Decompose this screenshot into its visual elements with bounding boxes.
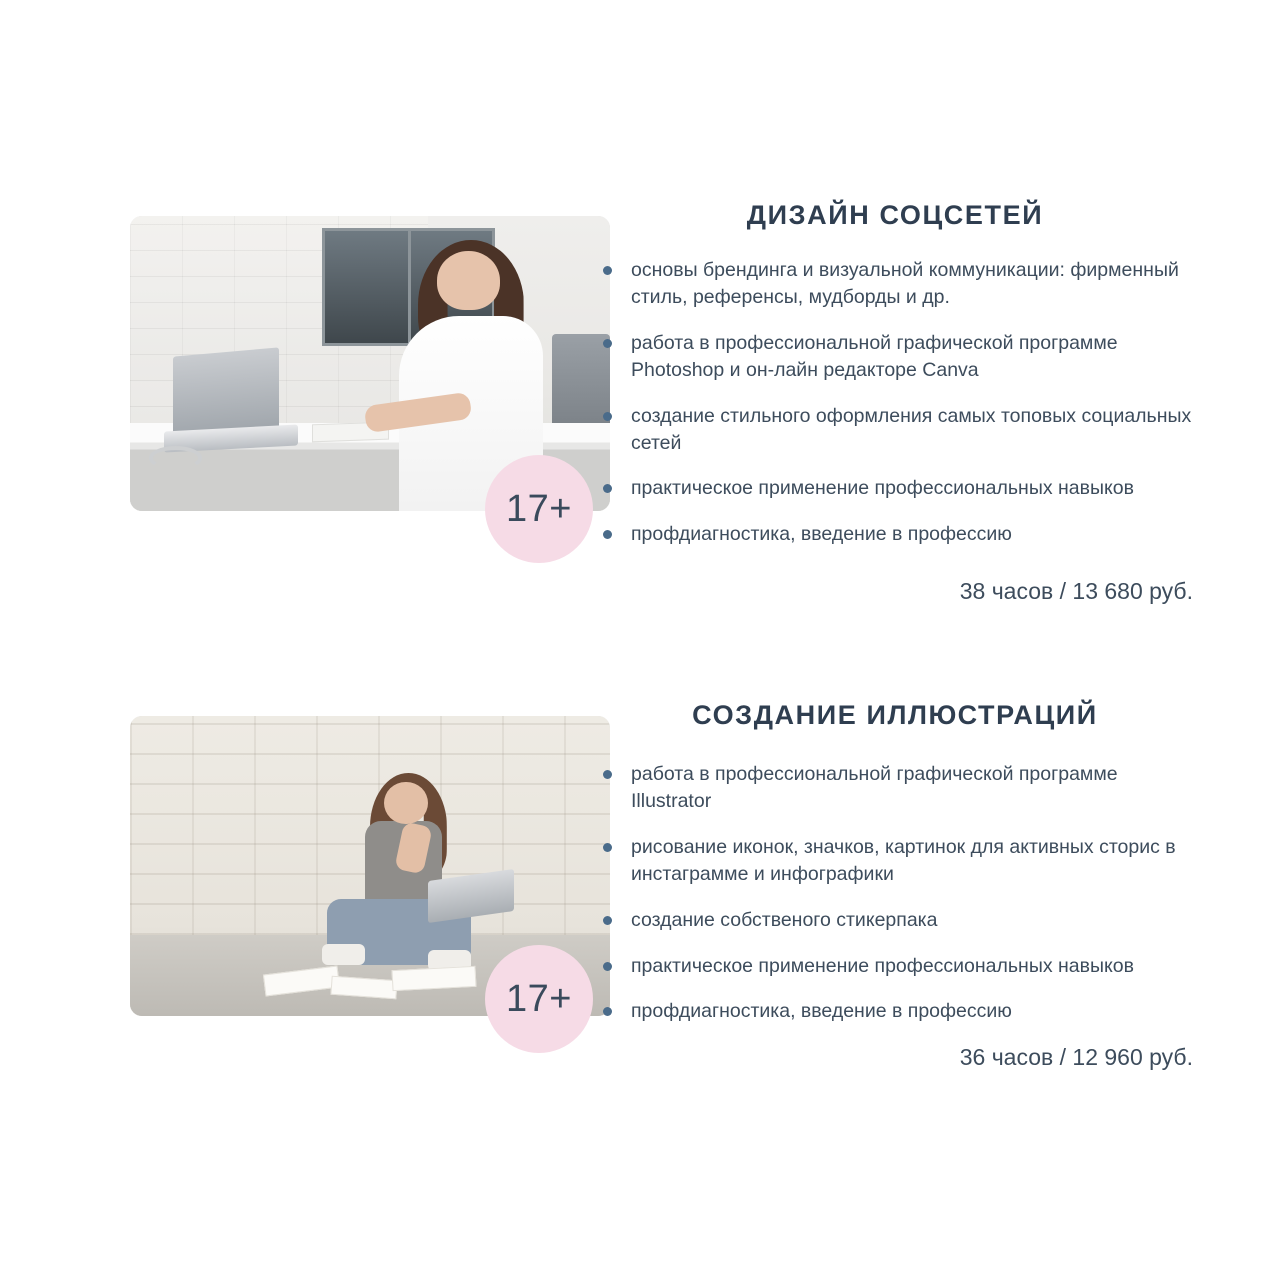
list-item: работа в профессиональной графической программе Illustrator — [595, 761, 1195, 815]
photo-person-head — [384, 782, 427, 824]
photo-paper-sheet — [330, 976, 397, 1000]
list-item: создание стильного оформления самых топовых социальных сетей — [595, 403, 1195, 457]
course-2-text — [595, 700, 1255, 1071]
list-item: рисование иконок, значков, картинок для активных сторис в инстаграмме и инфографики — [595, 834, 1195, 888]
list-item: практическое применение профессиональных навыков — [595, 953, 1195, 980]
course-1-feature-list — [595, 257, 1195, 548]
list-item: практическое применение профессиональных навыков — [595, 475, 1195, 502]
course-card-illustration — [0, 700, 1280, 1071]
age-badge: 17+ — [485, 945, 593, 1053]
list-item: профдиагностика, введение в профессию — [595, 998, 1195, 1025]
list-item: основы брендинга и визуальной коммуникации: фирменный стиль, референсы, мудборды и др. — [595, 257, 1195, 311]
course-price: 38 часов / 13 680 руб. — [959, 578, 1193, 605]
age-badge: 17+ — [485, 455, 593, 563]
photo-paper-sheet — [392, 965, 477, 990]
course-price: 36 часов / 12 960 руб. — [959, 1044, 1193, 1071]
photo-laptop-screen — [173, 347, 279, 439]
course-title: СОЗДАНИЕ ИЛЛЮСТРАЦИЙ — [692, 700, 1098, 730]
list-item: профдиагностика, введение в профессию — [595, 521, 1195, 548]
photo-papers — [264, 956, 485, 1004]
course-card-social-design — [0, 200, 1280, 605]
list-item: работа в профессиональной графической программе Photoshop и он-лайн редакторе Canva — [595, 330, 1195, 384]
course-2-feature-list — [595, 761, 1195, 1025]
course-1-text — [595, 200, 1255, 605]
photo-person-head — [437, 251, 499, 310]
course-title: ДИЗАЙН СОЦСЕТЕЙ — [746, 200, 1044, 230]
course-2-media — [0, 700, 595, 1032]
photo-paper-sheet — [263, 966, 340, 997]
course-1-media — [0, 200, 595, 530]
photo-headphones — [149, 446, 202, 470]
list-item: создание собственого стикерпака — [595, 907, 1195, 934]
